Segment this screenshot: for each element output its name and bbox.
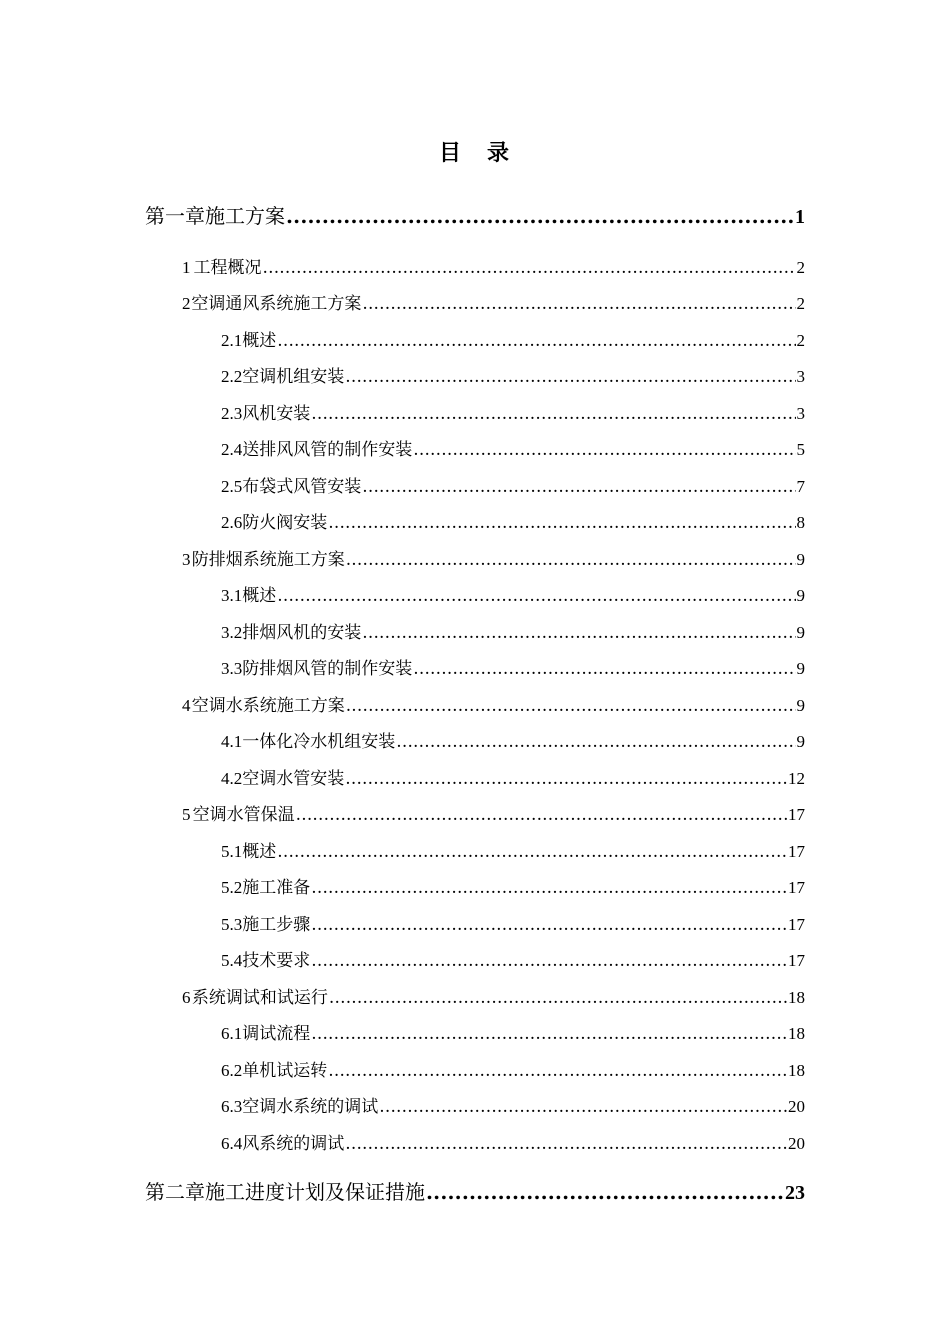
toc-page-number: 17 bbox=[788, 878, 805, 897]
toc-entry-label: 空调水系统施工方案 bbox=[191, 696, 345, 716]
dot-leader bbox=[396, 732, 795, 752]
toc-subsection-entry[interactable] bbox=[221, 837, 805, 862]
toc-entry-label: 空调水管安装 bbox=[242, 769, 345, 789]
toc-page-number: 20 bbox=[788, 1097, 805, 1116]
dot-leader bbox=[277, 586, 795, 606]
toc-entry-number: 2 bbox=[182, 294, 191, 313]
toc-page-number: 3 bbox=[796, 404, 805, 423]
toc-entry-label: 排烟风机的安装 bbox=[242, 623, 362, 643]
toc-page-number: 8 bbox=[796, 513, 805, 532]
toc-entry-number: 6.2 bbox=[221, 1061, 243, 1080]
toc-entry-label: 空调水系统的调试 bbox=[242, 1097, 379, 1117]
toc-subsection-entry[interactable] bbox=[221, 727, 805, 752]
toc-entry-number: 5.2 bbox=[221, 878, 243, 897]
toc-entry-label: 施工方案 bbox=[205, 204, 285, 228]
toc-entry-number: 4.2 bbox=[221, 769, 243, 788]
dot-leader bbox=[311, 951, 787, 971]
dot-leader bbox=[311, 915, 787, 935]
toc-page-number: 18 bbox=[788, 988, 805, 1007]
toc-entry-label: 施工进度计划及保证措施 bbox=[205, 1180, 425, 1204]
dot-leader bbox=[311, 404, 795, 424]
toc-entry-label: 布袋式风管安装 bbox=[242, 477, 362, 497]
toc-page-number: 17 bbox=[788, 915, 805, 934]
toc-section-entry[interactable] bbox=[182, 691, 805, 716]
toc-section-entry[interactable] bbox=[182, 289, 805, 314]
dot-leader bbox=[328, 513, 795, 533]
toc-entry-label: 送排风风管的制作安装 bbox=[242, 440, 413, 460]
toc-entry-label: 系统调试和试运行 bbox=[191, 988, 328, 1008]
toc-entry-number: 3.2 bbox=[221, 623, 243, 642]
toc-page-number: 12 bbox=[788, 769, 805, 788]
toc-entry-number: 5.1 bbox=[221, 842, 243, 861]
toc-subsection-entry[interactable] bbox=[221, 326, 805, 351]
toc-entry-number: 4.1 bbox=[221, 732, 243, 751]
dot-leader bbox=[277, 331, 795, 351]
toc-subsection-entry[interactable] bbox=[221, 946, 805, 971]
toc-entry-label: 施工准备 bbox=[242, 878, 311, 898]
toc-page-number: 3 bbox=[796, 367, 805, 386]
toc-entry-number: 2.5 bbox=[221, 477, 243, 496]
toc-title: 目 录 bbox=[438, 140, 511, 166]
dot-leader bbox=[413, 440, 795, 460]
toc-page-number: 9 bbox=[796, 586, 805, 605]
dot-leader bbox=[346, 696, 796, 716]
toc-entry-number: 3.3 bbox=[221, 659, 243, 678]
toc-entry-number: 2.1 bbox=[221, 331, 243, 350]
toc-entry-number: 6.1 bbox=[221, 1024, 243, 1043]
toc-entry-label: 风机安装 bbox=[242, 404, 311, 424]
toc-entry-label: 空调通风系统施工方案 bbox=[191, 294, 362, 314]
toc-page-number: 18 bbox=[788, 1061, 805, 1080]
toc-page-number: 17 bbox=[788, 805, 805, 824]
toc-entry-number: 第一章 bbox=[145, 204, 205, 228]
toc-subsection-entry[interactable] bbox=[221, 764, 805, 789]
toc-entry-label: 技术要求 bbox=[242, 951, 311, 971]
dot-leader bbox=[426, 1180, 784, 1204]
toc-entry-label: 单机试运转 bbox=[242, 1061, 328, 1081]
toc-section-entry[interactable] bbox=[182, 800, 805, 825]
toc-section-entry[interactable] bbox=[182, 983, 805, 1008]
toc-entry-number: 6.4 bbox=[221, 1134, 243, 1153]
toc-page-number: 17 bbox=[788, 951, 805, 970]
toc-page-number: 9 bbox=[796, 623, 805, 642]
toc-subsection-entry[interactable] bbox=[221, 362, 805, 387]
toc-entry-number: 1 bbox=[182, 258, 191, 277]
dot-leader bbox=[345, 769, 787, 789]
toc-page-number: 17 bbox=[788, 842, 805, 861]
toc-subsection-entry[interactable] bbox=[221, 581, 805, 606]
toc-entry-label: 防排烟系统施工方案 bbox=[191, 550, 345, 570]
toc-subsection-entry[interactable] bbox=[221, 618, 805, 643]
toc-page-number: 9 bbox=[796, 659, 805, 678]
toc-entry-label: 调试流程 bbox=[242, 1024, 311, 1044]
toc-subsection-entry[interactable] bbox=[221, 1092, 805, 1117]
toc-entry-number: 5.4 bbox=[221, 951, 243, 970]
toc-entry-label: 概述 bbox=[242, 331, 277, 351]
toc-chapter-entry[interactable] bbox=[145, 200, 805, 229]
toc-subsection-entry[interactable] bbox=[221, 472, 805, 497]
toc-page-number: 1 bbox=[795, 206, 805, 228]
dot-leader bbox=[311, 1024, 787, 1044]
dot-leader bbox=[362, 623, 795, 643]
dot-leader bbox=[328, 1061, 787, 1081]
toc-entry-number: 3 bbox=[182, 550, 191, 569]
dot-leader bbox=[296, 805, 787, 825]
toc-entry-number: 3.1 bbox=[221, 586, 243, 605]
dot-leader bbox=[362, 294, 795, 314]
toc-subsection-entry[interactable] bbox=[221, 508, 805, 533]
toc-entry-number: 2.4 bbox=[221, 440, 243, 459]
toc-subsection-entry[interactable] bbox=[221, 399, 805, 424]
toc-entry-number: 5.3 bbox=[221, 915, 243, 934]
toc-page-number: 9 bbox=[796, 732, 805, 751]
toc-section-entry[interactable] bbox=[182, 253, 805, 278]
toc-section-entry[interactable] bbox=[182, 545, 805, 570]
toc-entry-label: 风系统的调试 bbox=[242, 1134, 345, 1154]
toc-entry-number: 5 bbox=[182, 805, 191, 824]
toc-entry-number: 第二章 bbox=[145, 1180, 205, 1204]
toc-entry-number: 2.3 bbox=[221, 404, 243, 423]
dot-leader bbox=[277, 842, 787, 862]
toc-page-number: 9 bbox=[796, 696, 805, 715]
toc-entry-number: 6.3 bbox=[221, 1097, 243, 1116]
toc-subsection-entry[interactable] bbox=[221, 1056, 805, 1081]
toc-entry-label: 防火阀安装 bbox=[242, 513, 328, 533]
toc-page-number: 2 bbox=[796, 258, 805, 277]
toc-subsection-entry[interactable] bbox=[221, 873, 805, 898]
dot-leader bbox=[345, 367, 795, 387]
toc-page-number: 9 bbox=[796, 550, 805, 569]
toc-entry-number: 4 bbox=[182, 696, 191, 715]
dot-leader bbox=[263, 258, 796, 278]
toc-entry-label: 一体化冷水机组安装 bbox=[242, 732, 396, 752]
toc-entry-label: 空调机组安装 bbox=[242, 367, 345, 387]
toc-entry-number: 6 bbox=[182, 988, 191, 1007]
toc-subsection-entry[interactable] bbox=[221, 435, 805, 460]
toc-page-number: 2 bbox=[796, 294, 805, 313]
toc-page-number: 20 bbox=[788, 1134, 805, 1153]
toc-entry-label: 概述 bbox=[242, 586, 277, 606]
toc-subsection-entry[interactable] bbox=[221, 1129, 805, 1154]
toc-page-number: 18 bbox=[788, 1024, 805, 1043]
dot-leader bbox=[379, 1097, 787, 1117]
toc-page-number: 7 bbox=[796, 477, 805, 496]
dot-leader bbox=[362, 477, 795, 497]
toc-entry-label: 概述 bbox=[242, 842, 277, 862]
toc-entry-label: 施工步骤 bbox=[242, 915, 311, 935]
toc-entry-label: 防排烟风管的制作安装 bbox=[242, 659, 413, 679]
toc-subsection-entry[interactable] bbox=[221, 910, 805, 935]
dot-leader bbox=[413, 659, 795, 679]
dot-leader bbox=[286, 204, 794, 228]
toc-chapter-entry[interactable] bbox=[145, 1176, 805, 1205]
dot-leader bbox=[346, 550, 796, 570]
toc-page-number: 2 bbox=[796, 331, 805, 350]
toc-subsection-entry[interactable] bbox=[221, 654, 805, 679]
toc-page-number: 23 bbox=[785, 1182, 805, 1204]
dot-leader bbox=[329, 988, 787, 1008]
dot-leader bbox=[311, 878, 787, 898]
toc-subsection-entry[interactable] bbox=[221, 1019, 805, 1044]
toc-entry-label: 空调水管保温 bbox=[192, 805, 295, 825]
toc-entry-number: 2.2 bbox=[221, 367, 243, 386]
toc-page-number: 5 bbox=[796, 440, 805, 459]
toc-entry-number: 2.6 bbox=[221, 513, 243, 532]
toc-entry-label: 工程概况 bbox=[193, 258, 262, 278]
dot-leader bbox=[345, 1134, 787, 1154]
